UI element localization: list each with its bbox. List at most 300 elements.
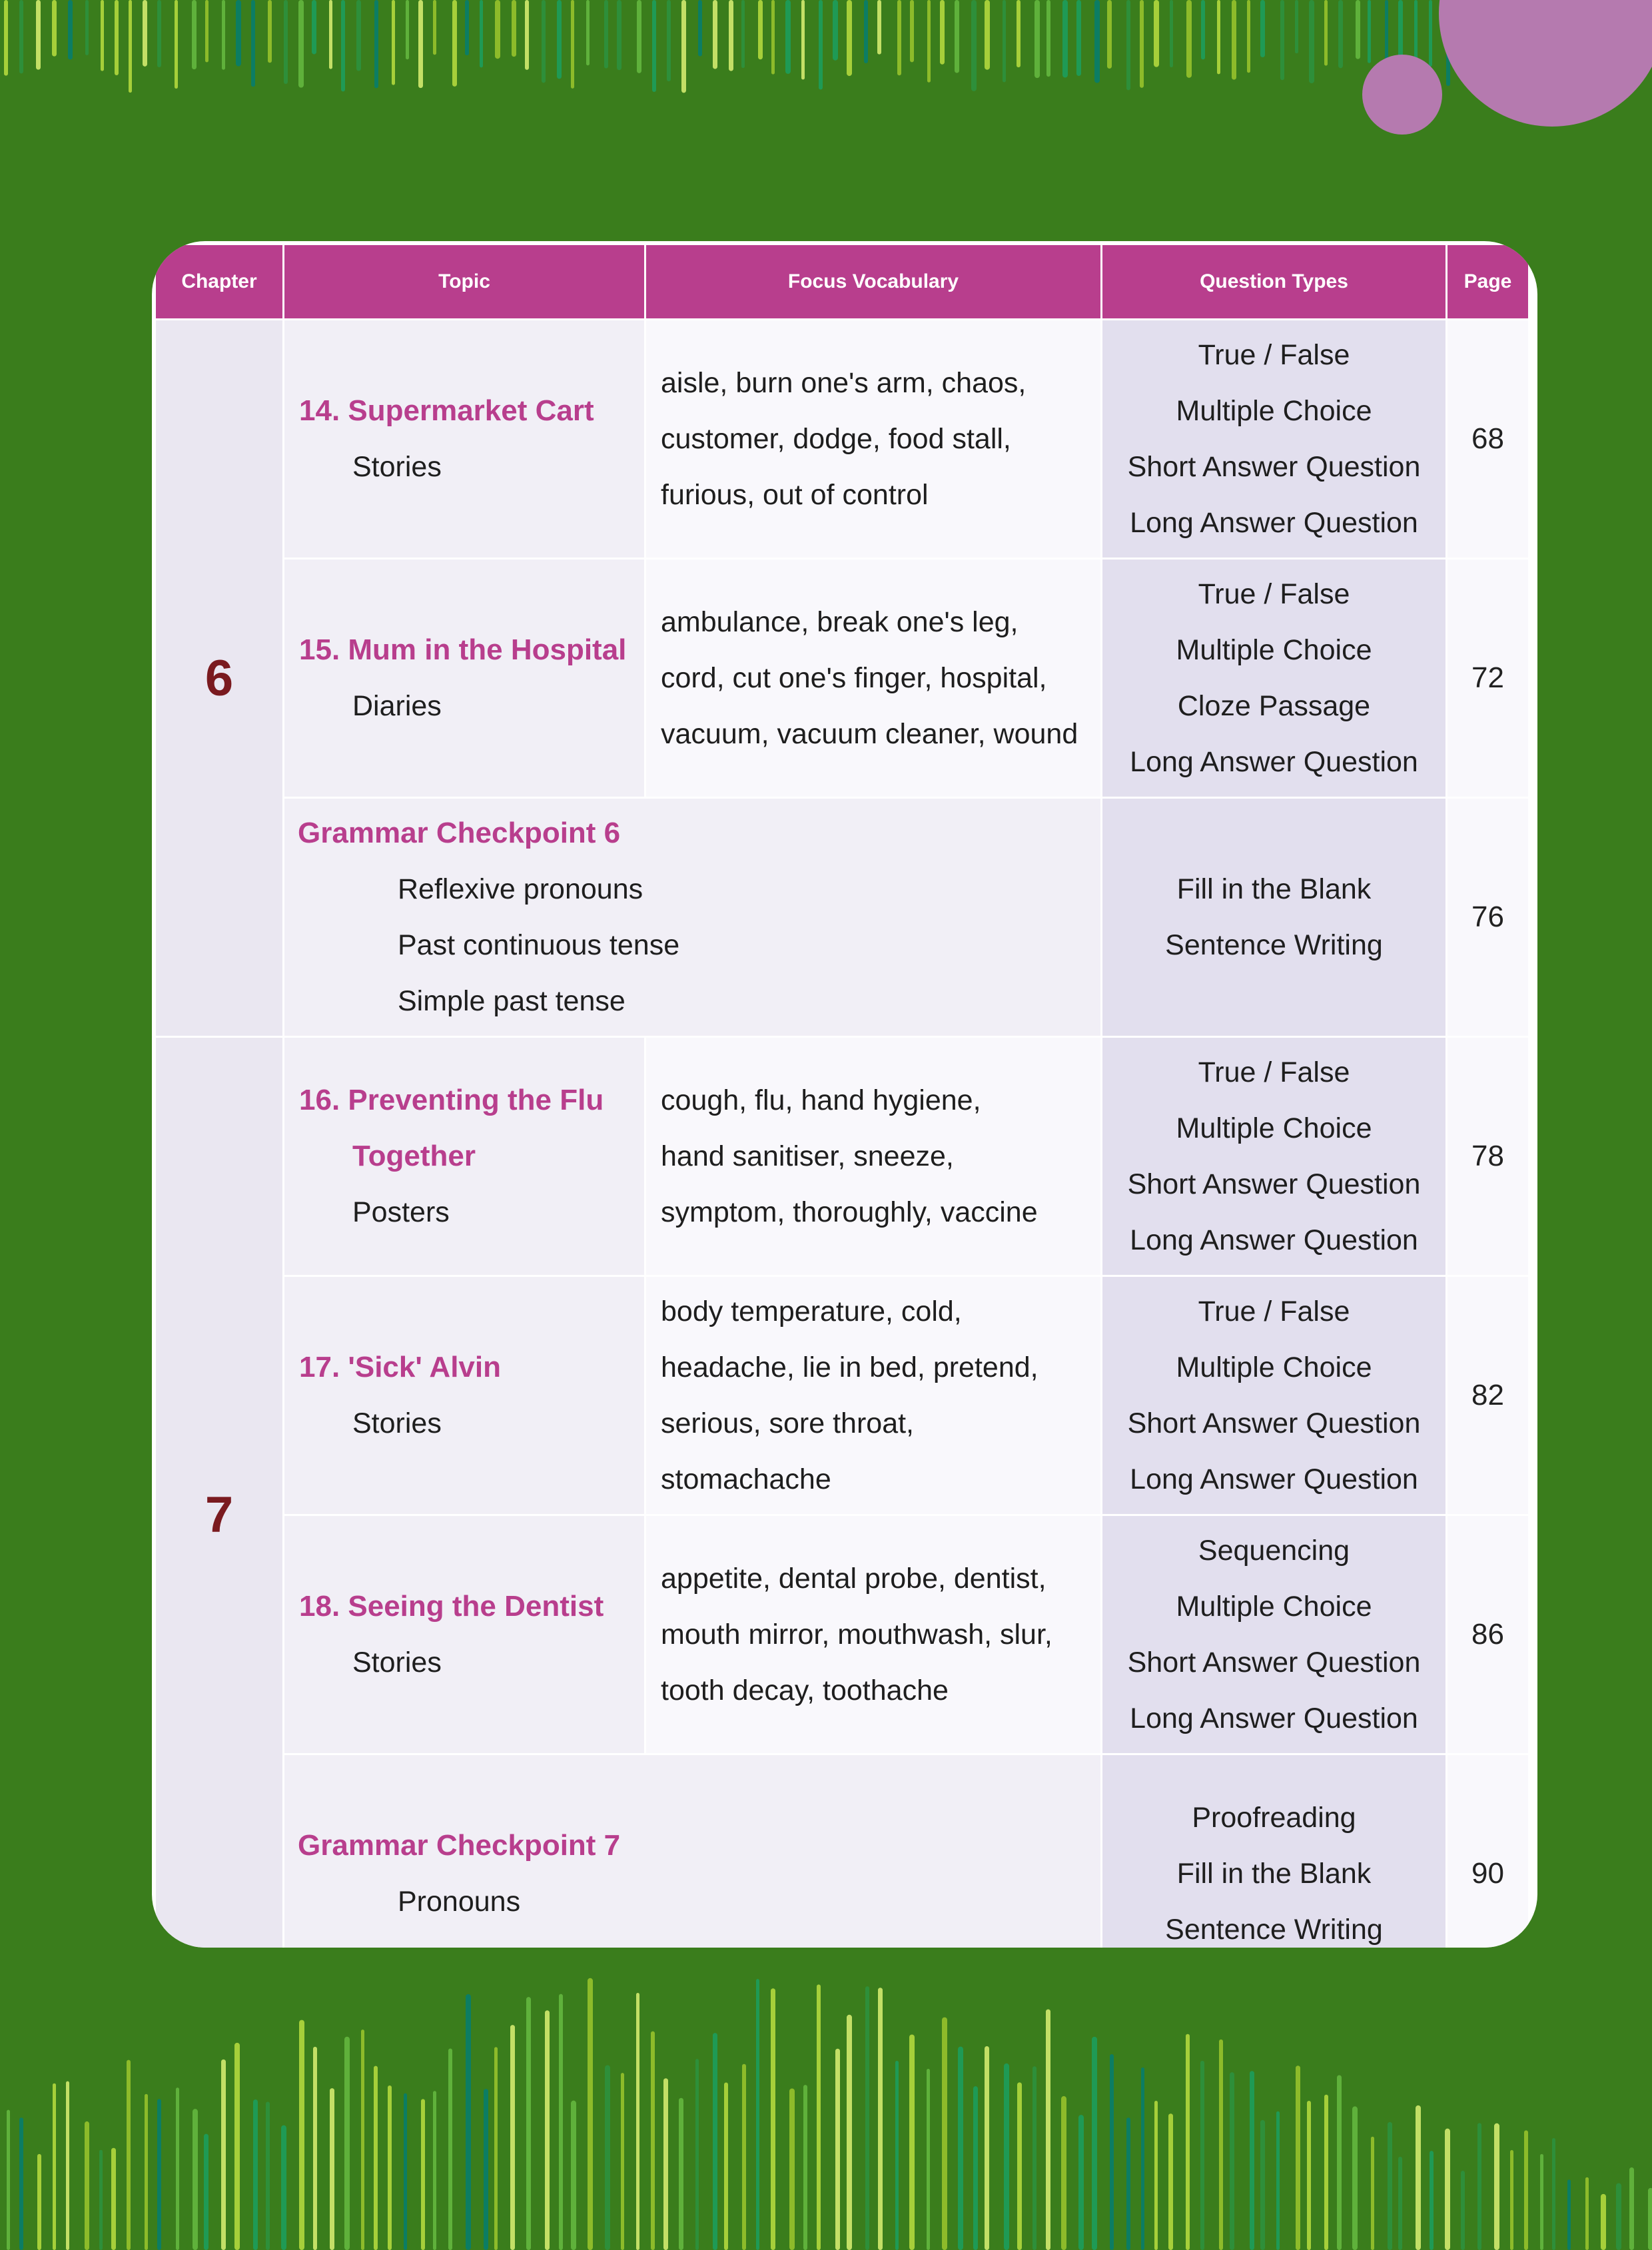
grass-stroke: [679, 2098, 683, 2250]
table-row: [156, 799, 1528, 1036]
question-types-cell: [1102, 799, 1446, 1036]
grass-stroke: [1276, 2111, 1280, 2250]
grass-stroke: [847, 2015, 852, 2250]
grass-stroke: [617, 0, 621, 70]
grass-stroke: [1648, 2188, 1652, 2250]
grass-stroke: [557, 0, 562, 79]
grass-stroke: [1510, 2150, 1513, 2250]
grass-stroke: [7, 2110, 10, 2250]
grass-stroke: [1219, 2040, 1223, 2250]
grass-stroke: [356, 0, 361, 71]
grass-stroke: [571, 2101, 576, 2250]
grass-stroke: [713, 0, 717, 69]
grass-stroke: [466, 1994, 471, 2250]
grass-stroke: [955, 0, 959, 73]
topic-title: 15. Mum in the Hospital: [299, 633, 627, 666]
grass-stroke: [1307, 2101, 1311, 2250]
grass-stroke: [819, 0, 823, 89]
grass-stroke: [847, 0, 852, 76]
grass-stroke: [1324, 2095, 1328, 2250]
grass-stroke: [1324, 0, 1328, 66]
grass-stroke: [729, 0, 733, 71]
grass-stroke: [878, 1988, 883, 2250]
grass-stroke: [909, 2034, 915, 2250]
decorative-circle-small: [1362, 55, 1442, 135]
question-types-cell: [1102, 1755, 1446, 1948]
grass-stroke: [724, 2083, 728, 2250]
grass-stroke: [1094, 0, 1100, 83]
grass-stroke: [1003, 0, 1006, 82]
page-number: 86: [1447, 1516, 1528, 1753]
grass-stroke: [667, 0, 671, 81]
question-type: Long Answer Question: [1130, 507, 1418, 539]
grass-stroke: [698, 0, 702, 57]
grass-stroke: [204, 2134, 208, 2250]
grass-stroke: [1296, 2065, 1300, 2250]
grass-stroke: [143, 0, 147, 67]
grass-stroke: [36, 0, 41, 70]
grass-stroke: [636, 1993, 639, 2250]
grass-stroke: [1126, 0, 1130, 90]
grass-stroke: [127, 2060, 131, 2250]
grass-stroke: [1338, 0, 1343, 68]
question-type: True / False: [1198, 1296, 1350, 1327]
question-type: Long Answer Question: [1130, 746, 1418, 778]
vocabulary-line: headache, lie in bed, pretend,: [661, 1351, 1038, 1383]
grass-stroke: [695, 2059, 699, 2250]
grass-stroke: [281, 2125, 286, 2250]
question-type: Short Answer Question: [1127, 1407, 1421, 1439]
grass-stroke: [484, 2089, 488, 2250]
grass-stroke: [1107, 0, 1112, 69]
grass-stroke: [234, 2043, 240, 2250]
grass-stroke: [1154, 0, 1159, 67]
question-type: Long Answer Question: [1130, 1463, 1418, 1495]
question-types-cell: [1102, 1516, 1446, 1753]
question-type: Multiple Choice: [1176, 1112, 1372, 1144]
grass-stroke: [621, 2073, 624, 2250]
grass-stroke: [299, 2020, 304, 2250]
grass-stroke: [771, 1988, 775, 2250]
topic-cell: [284, 1277, 644, 1514]
table-row: [156, 320, 1528, 558]
grass-stroke: [374, 2066, 378, 2250]
vocabulary-line: appetite, dental probe, dentist,: [661, 1563, 1046, 1595]
question-type: Short Answer Question: [1127, 451, 1421, 483]
grass-stroke: [942, 2018, 947, 2250]
grass-stroke: [571, 0, 574, 89]
grass-stroke: [111, 2148, 116, 2250]
grass-stroke: [1552, 2138, 1555, 2250]
grass-stroke: [1232, 0, 1236, 80]
grass-stroke: [771, 0, 775, 75]
vocabulary-line: vacuum, vacuum cleaner, wound: [661, 718, 1078, 750]
grass-stroke: [1260, 0, 1265, 57]
grass-stroke: [268, 0, 272, 63]
contents-table: [154, 243, 1530, 1948]
grass-stroke: [175, 0, 178, 89]
header-topic: Topic: [284, 245, 644, 318]
grass-stroke: [940, 0, 945, 65]
grass-stroke: [37, 2154, 41, 2250]
question-type: Short Answer Question: [1127, 1168, 1421, 1200]
grass-stroke: [971, 0, 977, 91]
grass-stroke: [85, 0, 89, 55]
grass-stroke: [1061, 2096, 1066, 2250]
grass-stroke: [157, 0, 161, 67]
grass-stroke: [895, 2061, 899, 2250]
grass-stroke: [1062, 0, 1068, 78]
grass-stroke: [927, 2069, 930, 2250]
topic-title: 17. 'Sick' Alvin: [299, 1351, 501, 1383]
grass-stroke: [1295, 0, 1298, 53]
grass-stroke: [480, 0, 483, 67]
grass-stroke: [865, 1986, 869, 2250]
chapter-number: 7: [156, 1038, 282, 1948]
grass-stroke: [1200, 2061, 1204, 2250]
question-type: Multiple Choice: [1176, 634, 1372, 666]
grass-stroke: [803, 2085, 807, 2250]
table-row: [156, 1755, 1528, 1948]
grass-stroke: [361, 2030, 364, 2250]
table-row: [156, 1038, 1528, 1275]
grass-stroke: [330, 2088, 334, 2250]
grass-stroke: [897, 0, 901, 75]
grass-stroke: [392, 0, 395, 85]
grass-stroke: [510, 2025, 515, 2250]
table-header-row: [156, 245, 1528, 318]
question-type: Sequencing: [1198, 1535, 1350, 1567]
grass-stroke: [1078, 2115, 1084, 2250]
grass-stroke: [1126, 2117, 1130, 2250]
grammar-point: Reflexive pronouns: [398, 873, 643, 905]
grass-stroke: [526, 1997, 531, 2250]
grass-stroke: [1046, 2010, 1050, 2250]
grass-stroke: [1017, 2082, 1022, 2250]
question-type: Sentence Writing: [1165, 1914, 1383, 1946]
grass-stroke: [1110, 2054, 1114, 2250]
question-type: Fill in the Blank: [1176, 1858, 1372, 1890]
grass-stroke: [1494, 2123, 1499, 2250]
question-type: Proofreading: [1192, 1802, 1356, 1834]
grass-stroke: [605, 2065, 610, 2250]
grass-stroke: [1247, 0, 1250, 73]
grass-stroke: [129, 0, 132, 93]
question-type: True / False: [1198, 1056, 1350, 1088]
grass-stroke: [221, 2060, 226, 2250]
table-row: [156, 1277, 1528, 1514]
header-chapter: Chapter: [156, 245, 282, 318]
grass-stroke: [433, 0, 436, 55]
page-number: 82: [1447, 1277, 1528, 1514]
grass-stroke: [559, 1994, 563, 2250]
grass-stroke: [1076, 0, 1081, 76]
vocabulary-line: tooth decay, toothache: [661, 1675, 949, 1706]
grass-stroke: [512, 0, 516, 57]
grass-stroke: [713, 2033, 717, 2250]
vocabulary-line: customer, dodge, food stall,: [661, 423, 1011, 455]
question-types-cell: [1102, 1038, 1446, 1275]
vocabulary-cell: [646, 560, 1100, 797]
question-types-cell: [1102, 1277, 1446, 1514]
grass-stroke: [1004, 2063, 1009, 2250]
grass-stroke: [1186, 0, 1192, 78]
grass-stroke: [1201, 0, 1205, 59]
grass-stroke: [545, 2010, 550, 2250]
grass-stroke: [1260, 2120, 1265, 2250]
grass-stroke: [205, 0, 208, 62]
grass-stroke: [1461, 2171, 1465, 2250]
grammar-point: Pronouns: [398, 1886, 521, 1918]
grass-stroke: [176, 2087, 179, 2250]
grass-stroke: [973, 2086, 978, 2250]
vocabulary-cell: [646, 1038, 1100, 1275]
topic-cell: [284, 560, 644, 797]
grass-stroke: [1170, 0, 1173, 67]
topic-cell: [284, 320, 644, 558]
question-type: Short Answer Question: [1127, 1647, 1421, 1679]
table-row: [156, 1516, 1528, 1753]
grass-stroke: [1280, 0, 1284, 80]
grass-stroke: [404, 2093, 407, 2250]
grass-stroke: [1092, 2037, 1097, 2250]
grammar-point: Simple past tense: [398, 985, 625, 1017]
grammar-checkpoint-title: Grammar Checkpoint 6: [298, 817, 621, 849]
question-types-cell: [1102, 560, 1446, 797]
grass-stroke: [266, 2101, 270, 2250]
grass-stroke: [1250, 2071, 1254, 2250]
grass-stroke: [1352, 2106, 1358, 2250]
topic-kind: Diaries: [352, 690, 442, 722]
grass-stroke: [1385, 0, 1388, 63]
vocabulary-line: ambulance, break one's leg,: [661, 606, 1019, 638]
grass-stroke: [465, 0, 469, 55]
grass-stroke: [1017, 0, 1021, 67]
grass-stroke: [1567, 2179, 1571, 2250]
grass-stroke: [785, 0, 791, 74]
grass-stroke: [452, 0, 457, 87]
grass-stroke: [406, 0, 409, 59]
grass-stroke: [236, 0, 241, 66]
grass-stroke: [421, 2099, 425, 2250]
grass-stroke: [741, 0, 745, 68]
grass-stroke: [494, 2047, 498, 2250]
chapter-number: 6: [156, 320, 282, 1036]
grass-stroke: [329, 0, 332, 69]
grass-stroke: [910, 0, 914, 62]
page-number: 76: [1447, 799, 1528, 1036]
grass-stroke: [19, 2117, 23, 2250]
grass-stroke: [19, 0, 23, 73]
grass-stroke: [284, 0, 288, 84]
grass-stroke: [298, 0, 304, 88]
vocabulary-line: furious, out of control: [661, 479, 929, 511]
grass-stroke: [99, 2150, 103, 2250]
question-types-cell: [1102, 320, 1446, 558]
header-page: Page: [1447, 245, 1528, 318]
grass-stroke: [1414, 0, 1418, 59]
grass-stroke: [388, 2085, 392, 2250]
grass-stroke: [1368, 0, 1371, 63]
grass-stroke: [145, 2094, 148, 2250]
grass-stroke: [495, 0, 500, 59]
topic-kind: Posters: [352, 1196, 450, 1228]
grass-stroke: [341, 0, 345, 91]
grass-stroke: [542, 0, 546, 83]
grass-stroke: [4, 0, 8, 76]
question-type: Cloze Passage: [1177, 690, 1371, 722]
grammar-checkpoint-cell: [284, 1755, 1100, 1948]
topic-kind: Stories: [352, 451, 442, 483]
vocabulary-line: body temperature, cold,: [661, 1296, 962, 1327]
grass-stroke: [1477, 2123, 1481, 2250]
grass-stroke: [833, 0, 838, 61]
grass-stroke: [157, 2099, 161, 2250]
vocabulary-cell: [646, 320, 1100, 558]
vocabulary-line: cough, flu, hand hygiene,: [661, 1084, 981, 1116]
page-number: 72: [1447, 560, 1528, 797]
grass-stroke: [1337, 2075, 1342, 2250]
grass-stroke: [1524, 2130, 1528, 2250]
grass-stroke: [418, 0, 423, 88]
grass-stroke: [312, 0, 316, 54]
grass-stroke: [1629, 2167, 1634, 2250]
question-type: Fill in the Blank: [1176, 873, 1372, 905]
question-type: Multiple Choice: [1176, 1351, 1372, 1383]
grass-stroke: [877, 0, 881, 55]
grass-stroke: [817, 1984, 821, 2250]
table-row: [156, 560, 1528, 797]
vocabulary-line: serious, sore throat,: [661, 1407, 915, 1439]
question-type: True / False: [1198, 578, 1350, 610]
grass-stroke: [433, 2091, 436, 2250]
grass-stroke: [68, 0, 73, 59]
contents-card: [152, 241, 1537, 1948]
grammar-checkpoint-cell: [284, 799, 1100, 1036]
grass-stroke: [525, 0, 529, 70]
grass-stroke: [742, 2064, 746, 2250]
grass-stroke: [192, 0, 197, 69]
grass-stroke: [1429, 0, 1432, 67]
vocabulary-cell: [646, 1516, 1100, 1753]
topic-title: 18. Seeing the Dentist: [299, 1590, 604, 1623]
grass-stroke: [1416, 2105, 1421, 2250]
grass-stroke: [586, 0, 590, 65]
question-type: Long Answer Question: [1130, 1702, 1418, 1734]
topic-title: 14. Supermarket Cart: [299, 394, 594, 427]
grass-stroke: [758, 0, 763, 59]
vocabulary-line: mouth mirror, mouthwash, slur,: [661, 1619, 1052, 1651]
page-number: 68: [1447, 320, 1528, 558]
grass-stroke: [1430, 2151, 1434, 2250]
grass-stroke: [663, 2078, 668, 2250]
grass-stroke: [1616, 2183, 1621, 2250]
decorative-circle-large: [1439, 0, 1652, 127]
grass-stroke: [1168, 2113, 1173, 2250]
grass-stroke: [374, 0, 378, 88]
question-type: Multiple Choice: [1176, 1591, 1372, 1623]
header-question-types: Question Types: [1102, 245, 1446, 318]
grass-stroke: [344, 2037, 350, 2250]
grass-stroke: [1398, 2157, 1402, 2250]
grass-stroke: [1388, 2122, 1392, 2250]
grass-stroke: [681, 0, 686, 93]
topic-kind: Stories: [352, 1407, 442, 1439]
grass-stroke: [313, 2047, 317, 2250]
question-type: True / False: [1198, 339, 1350, 371]
grass-stroke: [101, 0, 104, 71]
grass-stroke: [253, 2099, 258, 2250]
grass-stroke: [1540, 2154, 1543, 2250]
grass-stroke: [1445, 2129, 1450, 2250]
vocabulary-line: symptom, thoroughly, vaccine: [661, 1196, 1038, 1228]
grass-stroke: [115, 0, 119, 75]
grass-stroke: [53, 2083, 56, 2250]
grass-stroke: [1371, 2137, 1374, 2250]
grass-stroke: [1601, 2194, 1606, 2250]
grass-stroke: [1309, 0, 1314, 83]
grass-stroke: [1217, 0, 1220, 74]
grass-stroke: [1154, 2101, 1158, 2250]
vocabulary-line: aisle, burn one's arm, chaos,: [661, 367, 1027, 399]
grass-stroke: [985, 0, 990, 70]
grass-stroke: [1141, 2067, 1144, 2250]
grass-stroke: [1585, 2177, 1589, 2250]
grass-stroke: [66, 2081, 69, 2250]
grass-stroke: [588, 1978, 593, 2250]
vocabulary-line: stomachache: [661, 1463, 831, 1495]
topic-cell: [284, 1516, 644, 1753]
topic-cell: [284, 1038, 644, 1275]
question-type: Sentence Writing: [1165, 929, 1383, 961]
grass-stroke: [251, 0, 255, 87]
grass-stroke: [1032, 2066, 1036, 2250]
grammar-point: Past continuous tense: [398, 929, 680, 961]
grass-stroke: [1356, 0, 1360, 59]
vocabulary-line: cord, cut one's finger, hospital,: [661, 662, 1047, 694]
grass-stroke: [927, 0, 931, 83]
grass-stroke: [637, 0, 641, 73]
grass-stroke: [789, 2089, 795, 2250]
page-number: 90: [1447, 1755, 1528, 1948]
grass-stroke: [801, 0, 805, 79]
grass-stroke: [1186, 2034, 1190, 2250]
question-type: Multiple Choice: [1176, 395, 1372, 427]
grass-stroke: [85, 2121, 89, 2250]
grass-stroke: [864, 0, 868, 63]
grass-stroke: [193, 2109, 198, 2250]
vocabulary-line: hand sanitiser, sneeze,: [661, 1140, 954, 1172]
grass-stroke: [222, 0, 225, 70]
bottom-grass-decoration: [0, 1972, 1652, 2250]
grass-stroke: [756, 1979, 759, 2250]
grass-stroke: [52, 0, 57, 57]
grass-stroke: [448, 2049, 452, 2250]
grass-stroke: [604, 0, 608, 69]
grass-stroke: [835, 2049, 840, 2250]
question-type: Long Answer Question: [1130, 1224, 1418, 1256]
grass-stroke: [1230, 2072, 1234, 2250]
header-vocabulary: Focus Vocabulary: [646, 245, 1100, 318]
grass-stroke: [958, 2047, 963, 2250]
vocabulary-cell: [646, 1277, 1100, 1514]
topic-kind: Stories: [352, 1647, 442, 1679]
page-number: 78: [1447, 1038, 1528, 1275]
grass-stroke: [1140, 0, 1144, 88]
grass-stroke: [1046, 0, 1050, 77]
grass-stroke: [1034, 0, 1040, 78]
grass-stroke: [651, 2032, 655, 2250]
